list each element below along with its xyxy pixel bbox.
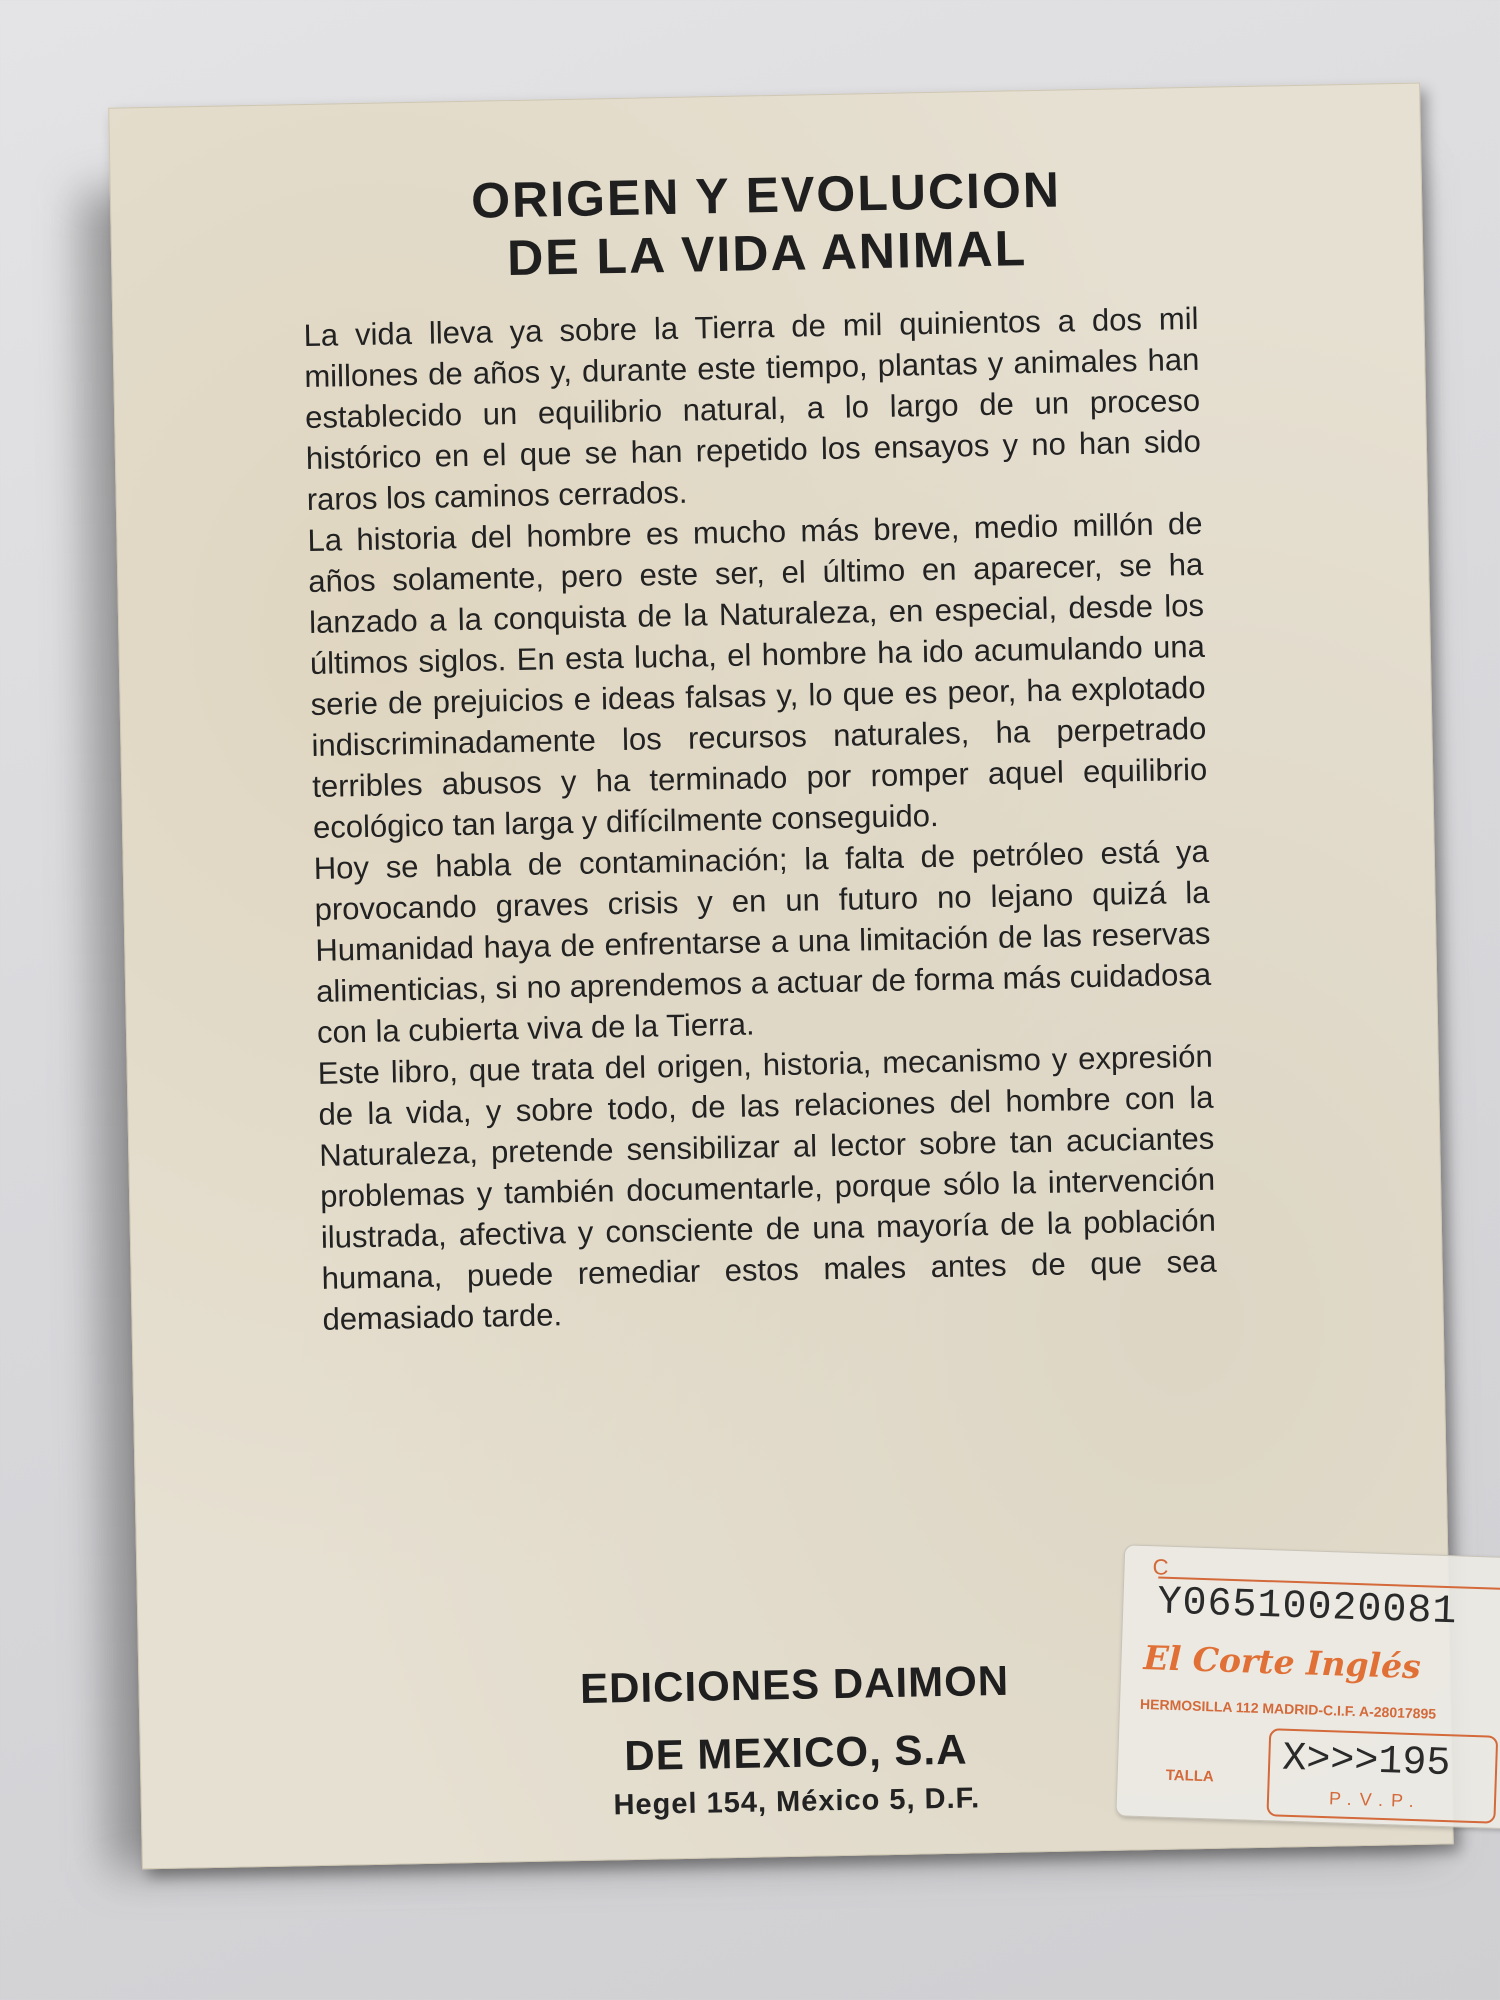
sticker-barcode-number: Y06510020081 xyxy=(1157,1576,1500,1637)
blurb xyxy=(303,298,1218,1340)
publisher-address: Hegel 154, México 5, D.F. xyxy=(613,1782,981,1822)
price-sticker xyxy=(1115,1544,1500,1829)
title-line-2: DE LA VIDA ANIMAL xyxy=(506,220,1028,287)
book-title xyxy=(111,154,1423,295)
book-back-cover xyxy=(108,83,1459,1870)
publisher-line-2: DE MEXICO, S.A xyxy=(623,1725,968,1780)
blurb-paragraph-2: La historia del hombre es mucho más breve, medio millón de años solamente, pero este ser, el último en aparecer, se ha lanzado a la conquista de la Naturaleza, en especial, desde los últimos siglos. En esta lucha, el hombre ha ido acumulando una serie de prejuicios e ideas falsas y, lo que es peor, ha explotado indiscriminadamente los recursos naturales, ha perpetrado terribles abusos y ha terminado por romper aquel equilibrio ecológico tan larga y difícilmente conseguido. xyxy=(307,505,1208,845)
size-label: TALLA xyxy=(1165,1766,1215,1786)
publisher-line-1: EDICIONES DAIMON xyxy=(579,1656,1010,1712)
store-address: HERMOSILLA 112 MADRID-C.I.F. A-28017895 xyxy=(1139,1695,1437,1722)
store-logo: El Corte Inglés xyxy=(1142,1638,1422,1687)
price-value: X>>>195 xyxy=(1281,1736,1452,1788)
blurb-paragraph-1: La vida lleva ya sobre la Tierra de mil quinientos a dos mil millones de años y, durante este tiempo, plantas y animales han establecido un equilibrio natural, a lo largo de un proceso histórico en el que se han repetido los ensayos y no han sido raros los caminos cerrados. xyxy=(303,300,1202,518)
price-box xyxy=(1266,1728,1498,1824)
blurb-paragraph-4: Este libro, que trata del origen, historia, mecanismo y expresión de la vida, y sobre todo, de las relaciones del hombre con la Naturaleza, pretende sensibilizar al lector sobre tan acuciantes problemas y también documentarle, porque sólo la intervención ilustrada, afectiva y consciente de una mayoría de la población humana, puede remediar estos males antes de que sea demasiado tarde. xyxy=(317,1038,1217,1337)
title-line-1: ORIGEN Y EVOLUCION xyxy=(470,161,1062,229)
sticker-prefix: C xyxy=(1152,1554,1169,1580)
price-label: P.V.P. xyxy=(1328,1788,1423,1812)
blurb-paragraph-3: Hoy se habla de contaminación; la falta de petróleo está ya provocando graves crisis y en un futuro no lejano quizá la Humanidad haya de enfrentarse a una limitación de las reservas alimenticias, si no aprendemos a actuar de forma más cuidadosa con la cubierta viva de la Tierra. xyxy=(313,833,1212,1050)
